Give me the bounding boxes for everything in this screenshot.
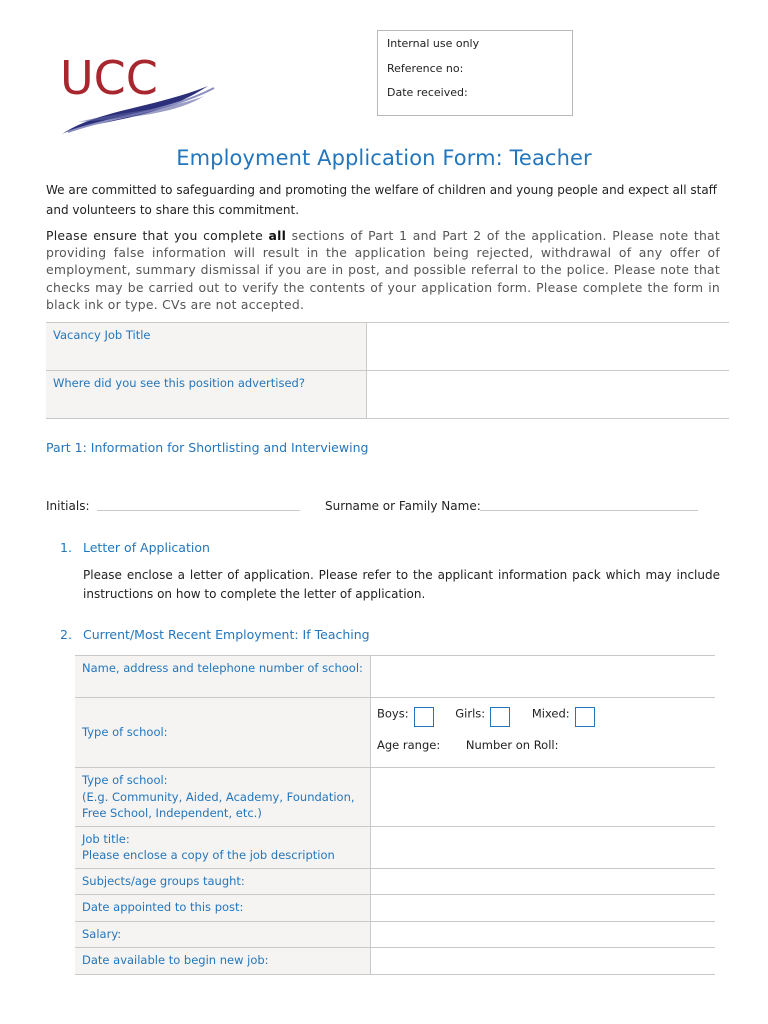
section1-text: Please enclose a letter of application. Please refer to the applicant information pack which may include instructions on how to complete the letter of application. — [83, 568, 720, 601]
reference-no-label: Reference no: — [387, 61, 464, 75]
logo-text: UCC — [60, 52, 158, 105]
advertised-label: Where did you see this position advertised? — [46, 371, 367, 419]
girls-option — [455, 704, 510, 724]
employment-table — [75, 655, 715, 975]
subjects-label: Subjects/age groups taught: — [75, 868, 371, 894]
salary-field[interactable] — [371, 921, 716, 947]
surname-field[interactable] — [480, 510, 698, 511]
initials-field[interactable] — [97, 510, 300, 511]
school-name-label: Name, address and telephone number of school: — [75, 656, 371, 698]
instructions-bold: all — [268, 228, 287, 243]
school-name-field[interactable] — [371, 656, 716, 698]
vacancy-job-title-field[interactable] — [367, 323, 730, 371]
salary-label: Salary: — [75, 921, 371, 947]
vacancy-table — [46, 322, 729, 419]
initials-label: Initials: — [46, 499, 90, 513]
vacancy-job-title-row — [46, 323, 729, 371]
boys-checkbox[interactable] — [414, 707, 434, 727]
mixed-label: Mixed: — [531, 706, 570, 721]
ucc-logo — [58, 52, 218, 140]
table-row — [75, 826, 715, 868]
date-received-label: Date received: — [387, 86, 468, 99]
instructions-lead: Please ensure that you complete — [46, 228, 269, 243]
section2-title: Current/Most Recent Employment: If Teaching — [83, 627, 370, 642]
instructions-rest: sections of Part 1 and Part 2 of the application. Please note that providing false information will result in the application being rejected, withdrawal of any offer of employment, summary dismissal if you are in post, and possible referral to the police. Please note that checks may be carried out to verify the contents of your application form. Please complete the form in black ink or type. CVs are not accepted. — [46, 228, 720, 312]
table-row — [75, 656, 715, 698]
section1-title: Letter of Application — [83, 540, 210, 555]
job-title-note: Please enclose a copy of the job description — [82, 848, 335, 862]
boys-option — [377, 704, 434, 724]
surname-label: Surname or Family Name: — [325, 499, 481, 513]
job-title-title: Job title: — [82, 831, 130, 846]
job-title-field[interactable] — [371, 826, 716, 868]
date-available-label: Date available to begin new job: — [75, 947, 371, 974]
mixed-option — [532, 704, 595, 724]
page-title: Employment Application Form: Teacher — [176, 146, 592, 170]
internal-use-box — [377, 30, 573, 116]
girls-checkbox[interactable] — [490, 707, 510, 727]
completion-instructions — [46, 227, 720, 313]
section2-number: 2. — [60, 627, 72, 642]
table-row — [75, 894, 715, 921]
school-category-label — [75, 768, 371, 827]
advertised-row — [46, 371, 729, 419]
school-category-field[interactable] — [371, 768, 716, 827]
table-row — [75, 947, 715, 974]
job-title-label — [75, 826, 371, 868]
table-row — [75, 921, 715, 947]
table-row — [75, 868, 715, 894]
number-on-roll-label: Number on Roll: — [465, 738, 559, 752]
section1-number: 1. — [60, 540, 72, 555]
date-appointed-label: Date appointed to this post: — [75, 894, 371, 921]
school-category-examples: (E.g. Community, Aided, Academy, Foundation, Free School, Independent, etc.) — [82, 789, 355, 820]
boys-label: Boys: — [377, 706, 409, 721]
type-of-school-options — [371, 698, 716, 768]
part1-heading: Part 1: Information for Shortlisting and Interviewing — [46, 440, 369, 455]
subjects-field[interactable] — [371, 868, 716, 894]
girls-label: Girls: — [455, 706, 486, 721]
table-row — [75, 768, 715, 827]
table-row — [75, 698, 715, 768]
safeguarding-statement: We are committed to safeguarding and promoting the welfare of children and young people and expect all staff and volunteers to share this commitment. — [46, 183, 717, 217]
vacancy-job-title-label: Vacancy Job Title — [46, 323, 367, 371]
internal-use-label: Internal use only — [387, 37, 480, 50]
type-of-school-label: Type of school: — [75, 698, 371, 768]
age-range-label: Age range: — [377, 738, 441, 752]
school-category-title: Type of school: — [82, 773, 168, 787]
advertised-field[interactable] — [367, 371, 730, 419]
mixed-checkbox[interactable] — [575, 707, 595, 727]
date-appointed-field[interactable] — [371, 894, 716, 921]
date-available-field[interactable] — [371, 947, 716, 974]
